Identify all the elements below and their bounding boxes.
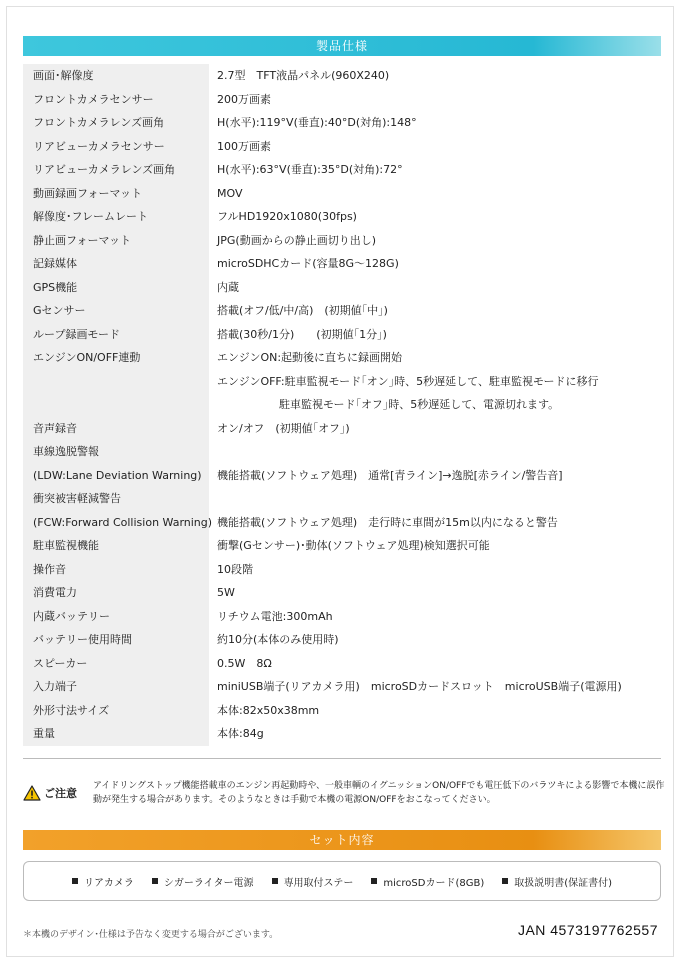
spec-table [23,64,661,746]
spec-row [23,64,661,88]
spec-row [23,628,661,652]
set-item [371,874,484,889]
bullet-square-icon [502,878,508,884]
spec-value: 200万画素 [217,92,271,106]
set-item-label: シガーライター電源 [163,877,254,889]
spec-value: フルHD1920x1080(30fps) [217,210,357,223]
bullet-square-icon [72,878,78,884]
spec-value: 駐車監視モード｢オフ｣時、5秒遅延して、電源切れます。 [279,398,560,411]
spec-label [23,370,209,394]
spec-label: (FCW:Forward Collision Warning) [23,511,209,535]
spec-value: 5W [217,586,235,599]
spec-label: 動画録画フォーマット [23,182,209,206]
spec-value: 100万画素 [217,139,271,153]
spec-row [23,252,661,276]
set-item-label: リアカメラ [83,877,134,889]
spec-label: 駐車監視機能 [23,534,209,558]
set-section-header: セット内容 [23,830,661,850]
caution-badge [23,785,77,801]
spec-label: 内蔵バッテリー [23,605,209,629]
spec-row [23,464,661,488]
footnote: ＊本機のデザイン･仕様は予告なく変更する場合がございます。 [23,930,279,940]
spec-label: エンジンON/OFF連動 [23,346,209,370]
spec-label: 消費電力 [23,581,209,605]
spec-value: JPG(動画からの静止画切り出し) [217,233,376,247]
spec-label: Gセンサー [23,299,209,323]
spec-value [209,440,661,464]
spec-label: GPS機能 [23,276,209,300]
spec-value: エンジンON:起動後に直ちに録画開始 [217,351,403,364]
set-item [152,874,254,889]
set-item-label: 取扱説明書(保証書付) [514,877,613,889]
spec-row [23,487,661,511]
spec-label: フロントカメラセンサー [23,88,209,112]
set-item [502,874,612,889]
spec-value: 10段階 [217,562,253,576]
spec-value: 機能搭載(ソフトウェア処理) 走行時に車間が15m以内になると警告 [217,515,558,529]
bullet-square-icon [371,878,377,884]
spec-label: 外形寸法サイズ [23,699,209,723]
spec-value: H(水平):119°V(垂直):40°D(対角):148° [217,116,417,129]
set-item [272,874,354,889]
spec-label: 操作音 [23,558,209,582]
spec-section-header: 製品仕様 [23,36,661,56]
spec-label: (LDW:Lane Deviation Warning) [23,464,209,488]
spec-value: MOV [217,186,243,200]
spec-value: 0.5W 8Ω [217,656,272,670]
caution-notice [23,776,663,810]
spec-label: 車線逸脱警報 [23,440,209,464]
spec-row [23,511,661,535]
spec-value: オン/オフ (初期値｢オフ｣) [217,421,350,435]
spec-table-divider [23,758,661,759]
spec-value: 2.7型 TFT液晶パネル(960X240) [217,69,390,82]
spec-row [23,699,661,723]
spec-value: microSDHCカード(容量8G～128G) [217,257,399,270]
spec-value: 約10分(本体のみ使用時) [217,633,339,646]
jan-code: JAN 4573197762557 [517,922,658,938]
spec-row [23,346,661,370]
spec-value: 本体:84g [217,727,264,740]
spec-value: 衝撃(Gセンサー)･動体(ソフトウェア処理)検知選択可能 [217,539,490,552]
spec-row [23,370,661,394]
spec-row [23,581,661,605]
caution-label: ご注意 [44,787,77,800]
bullet-square-icon [272,878,278,884]
set-item [72,874,134,889]
spec-row [23,111,661,135]
spec-label: リアビューカメラレンズ画角 [23,158,209,182]
spec-value: 内蔵 [217,280,239,294]
spec-label: 記録媒体 [23,252,209,276]
spec-label: 解像度･フレームレート [23,205,209,229]
spec-row [23,675,661,699]
spec-row [23,440,661,464]
caution-text: アイドリングストップ機能搭載車のエンジン再起動時や、一般車輌のイグニッションON/OFFでも電圧低下のバラツキによる影響で本機に誤作動が発生する場合があります。そのようなときは手動で本機の電源ON/OFFをおこなってください。 [93,781,665,805]
spec-row [23,182,661,206]
spec-label: 静止画フォーマット [23,229,209,253]
spec-label: 衝突被害軽減警告 [23,487,209,511]
warning-icon [23,785,41,801]
spec-value: miniUSB端子(リアカメラ用) microSDカードスロット microUSB端子(電源用) [217,680,622,693]
spec-value: 機能搭載(ソフトウェア処理) 通常[青ライン]→逸脱[赤ライン/警告音] [217,468,563,482]
spec-row [23,299,661,323]
spec-row [23,88,661,112]
spec-label: バッテリー使用時間 [23,628,209,652]
spec-value [209,487,661,511]
spec-value: 搭載(オフ/低/中/高) (初期値｢中｣) [217,304,388,317]
spec-value: 本体:82x50x38mm [217,703,320,717]
spec-row [23,558,661,582]
spec-row [23,534,661,558]
spec-label: ループ録画モード [23,323,209,347]
spec-value: エンジンOFF:駐車監視モード｢オン｣時、5秒遅延して、駐車監視モードに移行 [217,374,599,388]
set-item-label: 専用取付ステー [283,877,354,889]
spec-row [23,229,661,253]
spec-row [23,276,661,300]
spec-label: 画面･解像度 [23,64,209,88]
spec-row [23,605,661,629]
spec-row [23,722,661,746]
spec-row [23,323,661,347]
spec-label: 音声録音 [23,417,209,441]
spec-label: 重量 [23,722,209,746]
spec-value: H(水平):63°V(垂直):35°D(対角):72° [217,163,403,176]
set-item-label: microSDカード(8GB) [383,877,485,889]
spec-value: リチウム電池:300mAh [217,609,333,623]
spec-row [23,393,661,417]
spec-row [23,417,661,441]
spec-label: フロントカメラレンズ画角 [23,111,209,135]
spec-label: 入力端子 [23,675,209,699]
set-contents-box [23,861,661,901]
spec-label: スピーカー [23,652,209,676]
bullet-square-icon [152,878,158,884]
spec-label [23,393,209,417]
spec-value: 搭載(30秒/1分) (初期値｢1分｣) [217,327,387,341]
spec-label: リアビューカメラセンサー [23,135,209,159]
spec-row [23,158,661,182]
spec-row [23,652,661,676]
spec-row [23,205,661,229]
spec-row [23,135,661,159]
